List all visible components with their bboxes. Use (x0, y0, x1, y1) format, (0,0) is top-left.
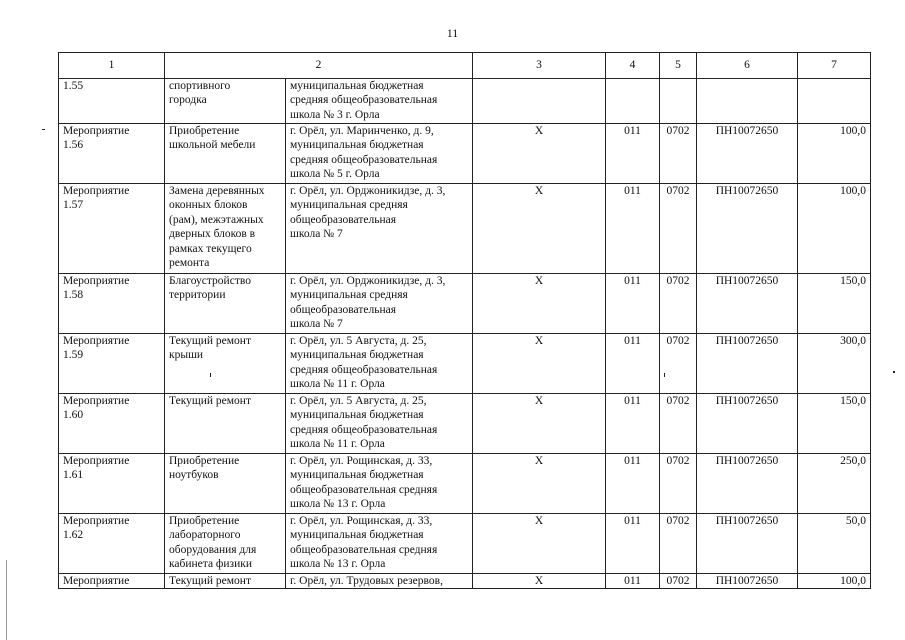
row-target-cell-text: ПН10072650 (715, 185, 779, 197)
row-section-cell-text: 0702 (666, 395, 690, 407)
row-col3-cell (473, 79, 606, 124)
row-code-cell (606, 334, 660, 394)
row-section-cell-text: 0702 (666, 515, 690, 527)
row-target-cell-text: ПН10072650 (715, 455, 779, 467)
row-address-cell (286, 184, 473, 274)
page-number: 11 (446, 26, 459, 40)
row-event-cell (59, 574, 165, 589)
row-code-cell (606, 394, 660, 454)
row-amount-cell (798, 574, 871, 589)
row-col3-cell (473, 394, 606, 454)
row-col3-cell (473, 184, 606, 274)
row-address-cell (286, 514, 473, 574)
row-target-cell (697, 274, 798, 334)
row-amount-cell (798, 454, 871, 514)
row-address-cell-text: г. Орёл, ул. Рощинская, д. 33, муниципальная бюджетная общеобразовательная средняя школа № 13 г. Орла (290, 455, 438, 511)
row-event-cell (59, 274, 165, 334)
row-address-cell-text: г. Орёл, ул. Орджоникидзе, д. 3, муниципальная средняя общеобразовательная школа № 7 (290, 275, 446, 331)
row-col3-cell (473, 274, 606, 334)
row-target-cell (697, 334, 798, 394)
row-event-cell (59, 454, 165, 514)
row-address-cell-text: г. Орёл, ул. 5 Августа, д. 25, муниципальная бюджетная средняя общеобразовательная школа № 11 г. Орла (290, 395, 438, 451)
table-row (59, 184, 871, 274)
row-amount-cell-text: 100,0 (840, 125, 866, 137)
row-section-cell-text: 0702 (666, 125, 690, 137)
table-row (59, 274, 871, 334)
row-address-cell (286, 454, 473, 514)
row-target-cell-text: ПН10072650 (715, 515, 779, 527)
row-code-cell (606, 574, 660, 589)
row-code-cell-text: 011 (624, 455, 641, 467)
row-code-cell (606, 514, 660, 574)
table-row (59, 124, 871, 184)
row-name-cell (165, 184, 286, 274)
row-event-cell-text: Мероприятие 1.58 (63, 275, 130, 302)
row-address-cell (286, 124, 473, 184)
row-event-cell-text: Мероприятие 1.62 (63, 515, 130, 542)
row-address-cell (286, 274, 473, 334)
row-name-cell (165, 274, 286, 334)
row-name-cell-text: Приобретение лабораторного оборудования для кабинета физики (169, 515, 257, 571)
row-section-cell-text: 0702 (666, 185, 690, 197)
row-code-cell-text: 011 (624, 275, 641, 287)
row-event-cell-text: Мероприятие 1.56 (63, 125, 130, 152)
row-target-cell (697, 124, 798, 184)
scan-mark (893, 371, 895, 373)
row-event-cell (59, 514, 165, 574)
row-name-cell-text: Приобретение ноутбуков (169, 455, 240, 482)
row-col3-cell-text: Х (534, 125, 544, 137)
row-event-cell (59, 334, 165, 394)
row-target-cell-text: ПН10072650 (715, 395, 779, 407)
row-address-cell (286, 574, 473, 589)
row-code-cell (606, 124, 660, 184)
row-amount-cell-text: 100,0 (840, 185, 866, 197)
table-row (59, 454, 871, 514)
row-col3-cell-text: Х (534, 335, 544, 347)
row-code-cell-text: 011 (624, 395, 641, 407)
header-cell-7: 7 (798, 53, 871, 79)
row-target-cell (697, 184, 798, 274)
row-name-cell (165, 514, 286, 574)
row-target-cell-text: ПН10072650 (715, 575, 779, 587)
row-amount-cell (798, 184, 871, 274)
row-col3-cell (473, 514, 606, 574)
row-address-cell-text: муниципальная бюджетная средняя общеобразовательная школа № 3 г. Орла (290, 80, 438, 121)
row-col3-cell-text: Х (534, 395, 544, 407)
row-address-cell-text: г. Орёл, ул. Орджоникидзе, д. 3, муниципальная средняя общеобразовательная школа № 7 (290, 185, 446, 241)
row-amount-cell (798, 274, 871, 334)
table-row (59, 514, 871, 574)
row-col3-cell (473, 454, 606, 514)
row-section-cell (660, 334, 697, 394)
row-name-cell (165, 394, 286, 454)
row-code-cell-text: 011 (624, 125, 641, 137)
row-event-cell-text: Мероприятие 1.61 (63, 455, 130, 482)
row-col3-cell-text: Х (534, 575, 544, 587)
row-address-cell-text: г. Орёл, ул. Маринченко, д. 9, муниципальная бюджетная средняя общеобразовательная школа № 5 г. Орла (290, 125, 438, 181)
header-cell-3: 3 (473, 53, 606, 79)
row-name-cell-text: спортивного городка (169, 80, 231, 107)
scan-mark (42, 129, 45, 130)
table-row (59, 334, 871, 394)
row-address-cell-text: г. Орёл, ул. Рощинская, д. 33, муниципальная бюджетная общеобразовательная средняя школа № 13 г. Орла (290, 515, 438, 571)
row-section-cell-text: 0702 (666, 335, 690, 347)
row-amount-cell (798, 124, 871, 184)
row-amount-cell-text: 250,0 (840, 455, 866, 467)
row-col3-cell-text: Х (534, 185, 544, 197)
row-name-cell (165, 454, 286, 514)
page-edge-line (6, 560, 7, 640)
row-col3-cell-text: Х (534, 275, 544, 287)
row-amount-cell (798, 334, 871, 394)
row-event-cell (59, 394, 165, 454)
row-col3-cell-text: Х (534, 455, 544, 467)
row-name-cell-text: Текущий ремонт (169, 395, 251, 407)
row-col3-cell-text: Х (534, 515, 544, 527)
row-name-cell-text: Текущий ремонт (169, 575, 251, 587)
row-section-cell (660, 124, 697, 184)
row-address-cell (286, 394, 473, 454)
row-name-cell-text: Замена деревянных оконных блоков (рам), межэтажных дверных блоков в рамках текущего ремонта (169, 185, 265, 270)
row-code-cell-text: 011 (624, 515, 641, 527)
row-target-cell (697, 514, 798, 574)
row-amount-cell (798, 394, 871, 454)
row-code-cell-text: 011 (624, 575, 641, 587)
row-event-cell (59, 184, 165, 274)
row-col3-cell (473, 124, 606, 184)
row-event-cell-text: 1.55 (63, 80, 84, 92)
row-amount-cell-text: 150,0 (840, 275, 866, 287)
row-section-cell (660, 394, 697, 454)
row-name-cell (165, 574, 286, 589)
row-amount-cell-text: 150,0 (840, 395, 866, 407)
row-section-cell-text: 0702 (666, 275, 690, 287)
row-col3-cell (473, 334, 606, 394)
row-target-cell (697, 394, 798, 454)
row-section-cell (660, 454, 697, 514)
row-code-cell-text: 011 (624, 335, 641, 347)
row-section-cell-text: 0702 (666, 575, 690, 587)
row-name-cell (165, 334, 286, 394)
header-cell-1: 1 (59, 53, 165, 79)
table-row (59, 79, 871, 124)
row-section-cell (660, 79, 697, 124)
row-name-cell-text: Приобретение школьной мебели (169, 125, 256, 152)
row-name-cell (165, 79, 286, 124)
row-code-cell (606, 454, 660, 514)
header-cell-5: 5 (660, 53, 697, 79)
table-row (59, 394, 871, 454)
row-event-cell-text: Мероприятие (63, 575, 130, 587)
row-address-cell (286, 334, 473, 394)
row-amount-cell (798, 514, 871, 574)
row-section-cell (660, 274, 697, 334)
row-section-cell-text: 0702 (666, 455, 690, 467)
row-event-cell-text: Мероприятие 1.59 (63, 335, 130, 362)
row-target-cell (697, 454, 798, 514)
row-code-cell (606, 79, 660, 124)
row-section-cell (660, 514, 697, 574)
row-address-cell (286, 79, 473, 124)
row-amount-cell-text: 50,0 (845, 515, 866, 527)
row-target-cell-text: ПН10072650 (715, 275, 779, 287)
row-section-cell (660, 184, 697, 274)
row-target-cell-text: ПН10072650 (715, 335, 779, 347)
row-name-cell-text: Благоустройство территории (169, 275, 251, 302)
header-cell-4: 4 (606, 53, 660, 79)
header-cell-2: 2 (165, 53, 473, 79)
row-event-cell-text: Мероприятие 1.60 (63, 395, 130, 422)
row-code-cell (606, 184, 660, 274)
row-event-cell (59, 79, 165, 124)
row-amount-cell-text: 300,0 (840, 335, 866, 347)
row-amount-cell (798, 79, 871, 124)
header-cell-6: 6 (697, 53, 798, 79)
row-target-cell (697, 79, 798, 124)
budget-table (58, 52, 871, 589)
row-name-cell (165, 124, 286, 184)
row-address-cell-text: г. Орёл, ул. Трудовых резервов, (290, 575, 443, 587)
table-row (59, 574, 871, 589)
row-event-cell-text: Мероприятие 1.57 (63, 185, 130, 212)
row-target-cell-text: ПН10072650 (715, 125, 779, 137)
row-address-cell-text: г. Орёл, ул. 5 Августа, д. 25, муниципальная бюджетная средняя общеобразовательная школа № 11 г. Орла (290, 335, 438, 391)
row-event-cell (59, 124, 165, 184)
row-col3-cell (473, 574, 606, 589)
row-target-cell (697, 574, 798, 589)
row-section-cell (660, 574, 697, 589)
row-amount-cell-text: 100,0 (840, 575, 866, 587)
row-code-cell (606, 274, 660, 334)
row-code-cell-text: 011 (624, 185, 641, 197)
row-name-cell-text: Текущий ремонт крыши (169, 335, 251, 362)
header-row (59, 53, 871, 79)
